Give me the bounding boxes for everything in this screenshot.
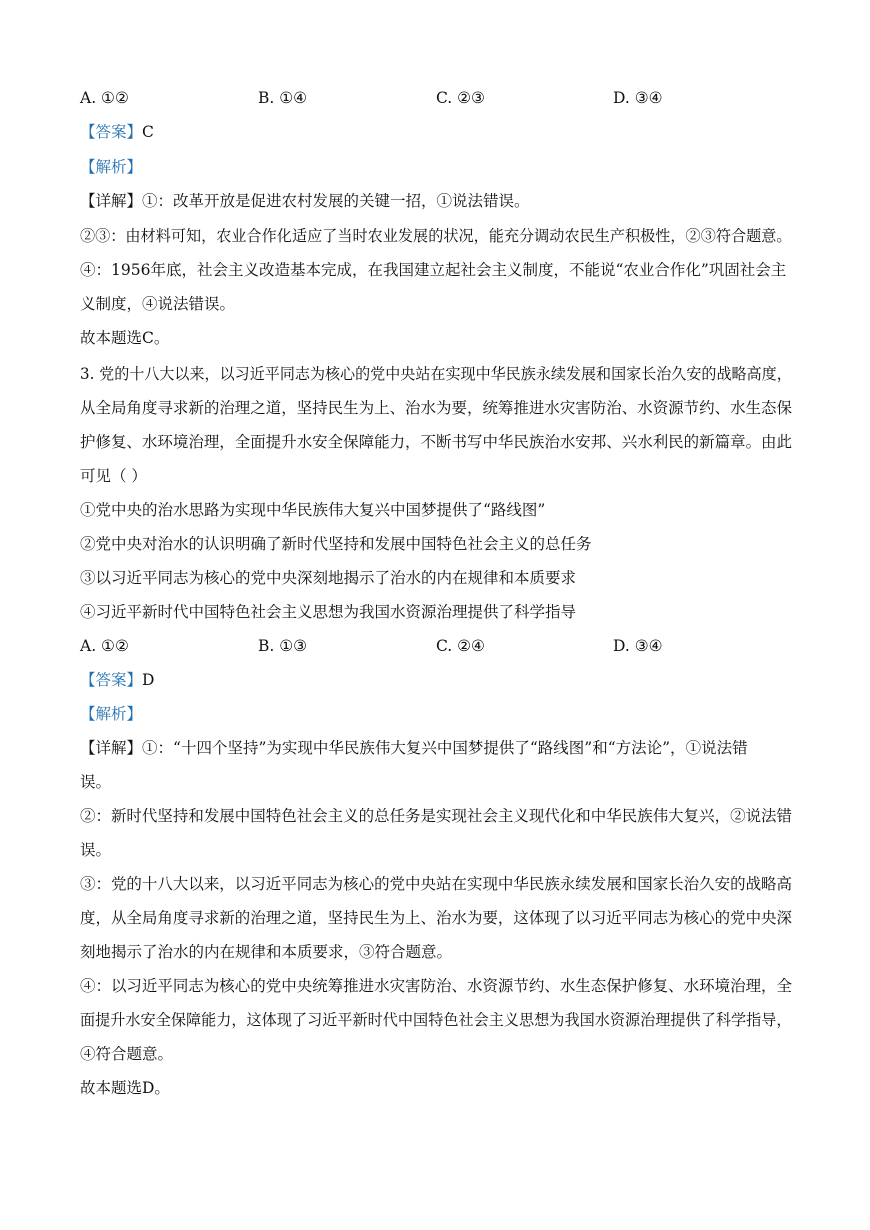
q2-detail-tag: 【详解】 [80, 192, 143, 210]
q3-detail-4b: 面提升水安全保障能力，这体现了习近平新时代中国特色社会主义思想为我国水资源治理提供了科学指导， [80, 1011, 792, 1029]
q3-statement-3: ③以习近平同志为核心的党中央深刻地揭示了治水的内在规律和本质要求 [80, 569, 577, 587]
q3-detail-1a: ①：“十四个坚持”为实现中华民族伟大复兴中国梦提供了“路线图”和“方法论”，①说法错 [142, 739, 748, 757]
q3-stem-4: 可见（ ） [80, 467, 147, 485]
q3-statement-4: ④习近平新时代中国特色社会主义思想为我国水资源治理提供了科学指导 [80, 603, 577, 621]
q3-detail-3b: 度，从全局角度寻求新的治理之道，坚持民生为上、治水为要，这体现了以习近平同志为核心的党中央深 [80, 909, 793, 927]
q2-answer-tag: 【答案】 [80, 123, 143, 141]
q2-detail-line-1 [80, 191, 530, 211]
q3-answer-line [80, 670, 154, 690]
q3-stem-3: 护修复、水环境治理，全面提升水安全保障能力，不断书写中华民族治水安邦、兴水利民的新篇章。由此 [80, 433, 793, 451]
q3-stem-1: 3. 党的十八大以来，以习近平同志为核心的党中央站在实现中华民族永续发展和国家长治久安的战略高度， [80, 365, 792, 383]
q3-detail-2b: 误。 [80, 841, 112, 859]
q3-detail-4a: ④：以习近平同志为核心的党中央统筹推进水灾害防治、水资源节约、水生态保护修复、水环境治理，全 [80, 977, 793, 995]
q2-detail-1: ①：改革开放是促进农村发展的关键一招，①说法错误。 [142, 192, 530, 210]
q3-option-c: C. ②④ [436, 637, 485, 655]
q3-detail-1b: 误。 [80, 773, 112, 791]
q3-option-d: D. ③④ [613, 637, 663, 655]
q2-option-d: D. ③④ [613, 89, 663, 107]
q3-statement-2: ②党中央对治水的认识明确了新时代坚持和发展中国特色社会主义的总任务 [80, 535, 592, 553]
q3-stem-2: 从全局角度寻求新的治理之道，坚持民生为上、治水为要，统筹推进水灾害防治、水资源节约、水生态保 [80, 399, 793, 417]
q3-detail-line-1 [80, 738, 748, 758]
q2-option-c: C. ②③ [436, 89, 485, 107]
q2-analysis-tag: 【解析】 [80, 158, 143, 176]
q3-analysis-tag: 【解析】 [80, 705, 143, 723]
q2-answer-line [80, 122, 154, 142]
q3-option-a: A. ①② [80, 637, 129, 655]
q2-detail-2: ②③：由材料可知，农业合作化适应了当时农业发展的状况，能充分调动农民生产积极性，②③符合题意。 [80, 227, 792, 245]
q3-option-b: B. ①③ [258, 637, 308, 655]
q3-answer-tag: 【答案】 [80, 671, 143, 689]
q2-detail-3b: 义制度，④说法错误。 [80, 295, 236, 313]
q3-detail-4c: ④符合题意。 [80, 1045, 174, 1063]
q2-answer: C [142, 123, 154, 141]
q3-conclusion: 故本题选D。 [80, 1079, 170, 1097]
q2-detail-3a: ④：1956年底，社会主义改造基本完成，在我国建立起社会主义制度，不能说“农业合作化”巩固社会主 [80, 261, 787, 279]
q3-detail-tag: 【详解】 [80, 739, 143, 757]
q3-detail-3c: 刻地揭示了治水的内在规律和本质要求，③符合题意。 [80, 943, 453, 961]
q3-detail-3a: ③：党的十八大以来，以习近平同志为核心的党中央站在实现中华民族永续发展和国家长治久安的战略高 [80, 875, 793, 893]
q3-answer: D [142, 671, 155, 689]
q3-statement-1: ①党中央的治水思路为实现中华民族伟大复兴中国梦提供了“路线图” [80, 501, 546, 519]
q2-option-a: A. ①② [80, 89, 129, 107]
q2-conclusion: 故本题选C。 [80, 329, 170, 347]
q2-option-b: B. ①④ [258, 89, 308, 107]
q3-detail-2a: ②：新时代坚持和发展中国特色社会主义的总任务是实现社会主义现代化和中华民族伟大复兴，②说法错 [80, 807, 793, 825]
